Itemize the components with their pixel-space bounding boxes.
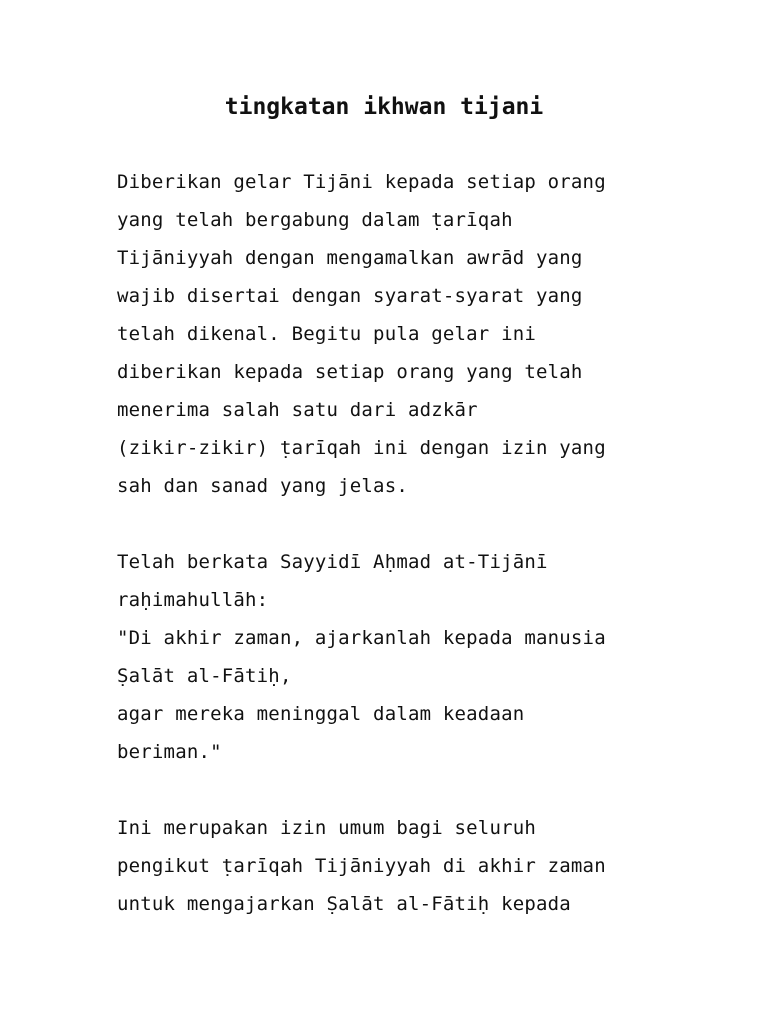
text-line: untuk mengajarkan Ṣalāt al-Fātiḥ kepada	[117, 893, 571, 915]
text-line: raḥimahullāh:	[117, 589, 269, 611]
text-line: Diberikan gelar Tijāni kepada setiap orang	[117, 171, 606, 193]
paragraph-gap	[117, 505, 677, 543]
text-line: Ini merupakan izin umum bagi seluruh	[117, 817, 537, 839]
text-line: agar mereka meninggal dalam keadaan	[117, 703, 525, 725]
text-line: sah dan sanad yang jelas.	[117, 475, 408, 497]
paragraph-2	[117, 543, 677, 771]
text-line: "Di akhir zaman, ajarkanlah kepada manusia	[117, 627, 606, 649]
text-line: wajib disertai dengan syarat-syarat yang	[117, 285, 583, 307]
text-line: menerima salah satu dari adzkār	[117, 399, 478, 421]
text-line: Telah berkata Sayyidī Aḥmad at-Tijānī	[117, 551, 548, 573]
document-title: tingkatan ikhwan tijani	[224, 94, 544, 120]
text-line: Tijāniyyah dengan mengamalkan awrād yang	[117, 247, 583, 269]
text-line: telah dikenal. Begitu pula gelar ini	[117, 323, 537, 345]
text-line: Ṣalāt al-Fātiḥ,	[117, 665, 292, 687]
text-line: diberikan kepada setiap orang yang telah	[117, 361, 583, 383]
paragraph-3	[117, 809, 677, 923]
paragraph-1	[117, 163, 677, 505]
text-line: pengikut ṭarīqah Tijāniyyah di akhir zaman	[117, 855, 606, 877]
text-line: beriman."	[117, 741, 222, 763]
document-body	[117, 163, 677, 923]
paragraph-gap	[117, 771, 677, 809]
text-line: (zikir-zikir) ṭarīqah ini dengan izin yang	[117, 437, 606, 459]
text-line: yang telah bergabung dalam ṭarīqah	[117, 209, 513, 231]
